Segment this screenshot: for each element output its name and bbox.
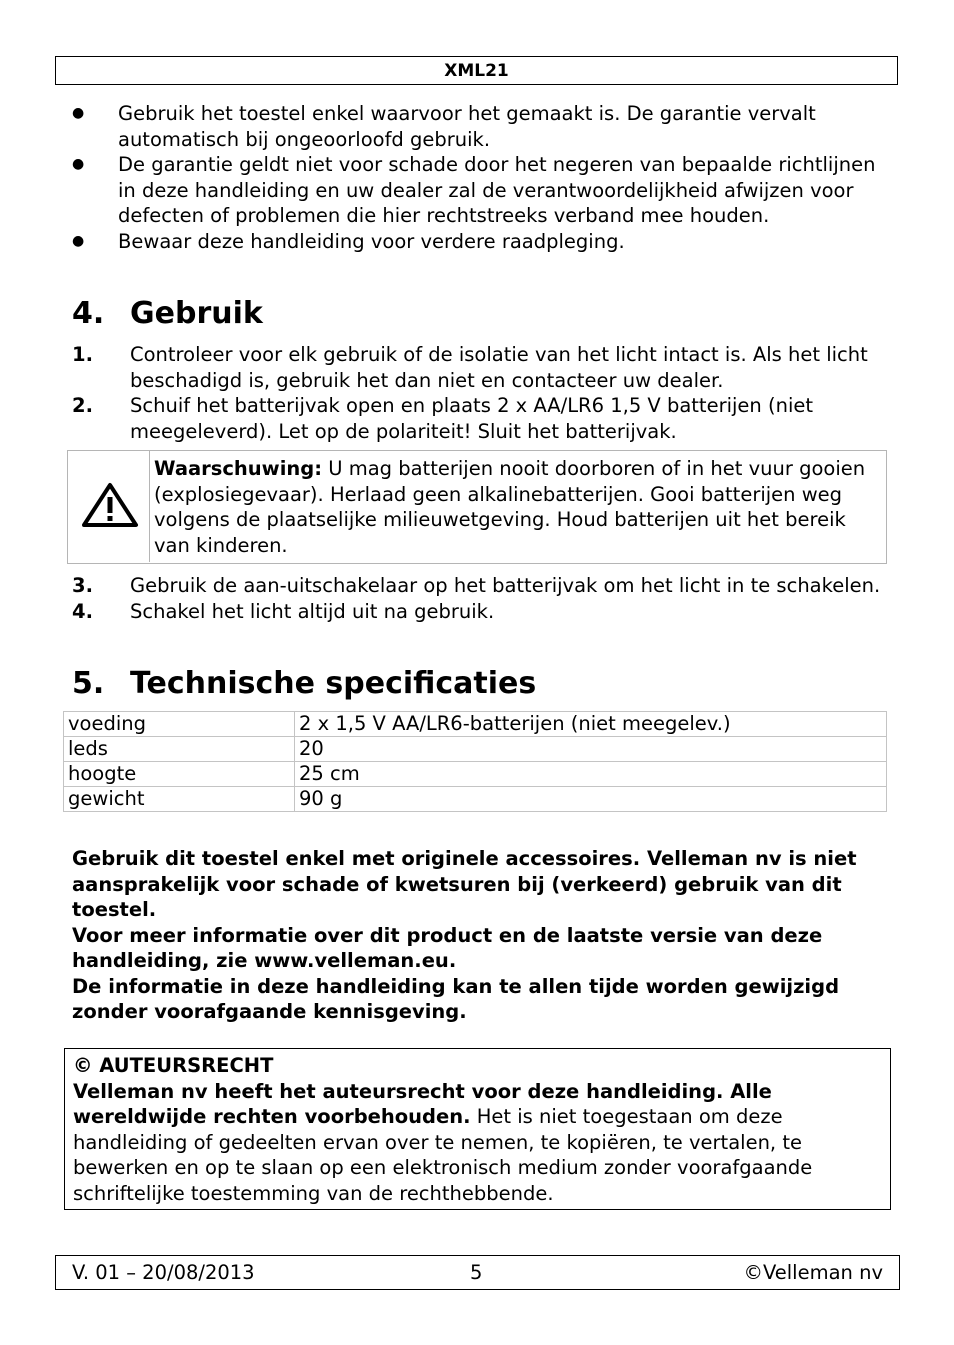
list-item: ● De garantie geldt niet voor schade door het negeren van bepaalde richtlijnen in deze handleiding en uw dealer zal de verantwoordelijkheid afwijzen voor defecten of problemen die hier rechtstreeks verband mee houden. (72, 153, 876, 227)
copyright-box (64, 1048, 891, 1210)
section-heading-gebruik (72, 296, 263, 332)
step-item (72, 342, 882, 393)
step-number: 2. (72, 394, 93, 417)
specs-table (63, 711, 887, 812)
copyright-bold-text: Velleman nv heeft het auteursrecht voor deze handleiding. Alle wereldwijde rechten voorbehouden. (73, 1079, 772, 1128)
page-header (55, 56, 898, 85)
section-title: Technische specificaties (130, 666, 537, 701)
version-date: V. 01 – 20/08/2013 (72, 1261, 255, 1284)
table-row (64, 787, 887, 812)
notice-paragraph: Gebruik dit toestel enkel met originele accessoires. Velleman nv is niet aansprakelijk voor schade of kwetsuren bij (verkeerd) gebruik van dit toestel. (72, 847, 857, 921)
step-item (72, 599, 882, 625)
warning-label: Waarschuwing: (154, 457, 323, 480)
warning-text (154, 456, 874, 558)
spec-value: 90 g (295, 787, 887, 812)
spec-value: 20 (295, 737, 887, 762)
step-text: Schakel het licht altijd uit na gebruik. (130, 599, 495, 623)
section-number: 4. (72, 296, 105, 331)
warning-icon-cell (68, 451, 150, 562)
step-number: 4. (72, 599, 93, 623)
bullet-icon: ● (72, 232, 85, 249)
notice-paragraph: De informatie in deze handleiding kan te allen tijde worden gewijzigd zonder voorafgaande kennisgeving. (72, 974, 840, 1023)
section-number: 5. (72, 666, 105, 701)
table-row (64, 737, 887, 762)
spec-key: gewicht (64, 787, 295, 812)
spec-value: 25 cm (295, 762, 887, 787)
model-name: XML21 (444, 61, 509, 81)
company-copyright: ©Velleman nv (743, 1261, 883, 1284)
bullet-icon: ● (72, 156, 85, 172)
notice-paragraph: Voor meer informatie over dit product en de laatste versie van deze handleiding, zie www.velleman.eu. (72, 923, 823, 972)
spec-key: voeding (64, 712, 295, 737)
warning-body: U mag batterijen nooit doorboren of in het vuur gooien (explosiegevaar). Herlaad geen alkalinebatterijen. Gooi batterijen weg volgens de plaatselijke milieuwetgeving. Houd batterijen uit het bereik van kinderen. (154, 457, 866, 557)
page-number: 5 (470, 1261, 483, 1284)
safety-bullet-list (72, 101, 882, 254)
step-text: Gebruik de aan-uitschakelaar op het batterijvak om het licht in te schakelen. (130, 574, 881, 597)
page-footer (55, 1255, 900, 1290)
step-item (72, 573, 882, 599)
usage-steps-list-continued (72, 573, 882, 624)
spec-key: hoogte (64, 762, 295, 787)
list-item: ● Gebruik het toestel enkel waarvoor het gemaakt is. De garantie vervalt automatisch bij ongeoorloofd gebruik. (72, 102, 816, 151)
step-text: Controleer voor elk gebruik of de isolatie van het licht intact is. Als het licht beschadigd is, gebruik het dan niet en contacteer uw dealer. (130, 343, 868, 392)
step-text: Schuif het batterijvak open en plaats 2 x AA/LR6 1,5 V batterijen (niet meegeleverd). Let op de polariteit! Sluit het batterijvak. (130, 394, 814, 443)
section-title: Gebruik (130, 296, 263, 331)
warning-box (67, 450, 887, 564)
step-item (72, 393, 882, 444)
copyright-heading: © AUTEURSRECHT (73, 1054, 274, 1077)
table-row (64, 762, 887, 787)
disclaimer-notice (72, 846, 882, 1025)
step-number: 3. (72, 574, 93, 597)
spec-key: leds (64, 737, 295, 762)
section-heading-specificaties (72, 666, 536, 702)
warning-triangle-icon (80, 481, 140, 529)
list-item: ● Bewaar deze handleiding voor verdere raadpleging. (72, 229, 625, 253)
bullet-icon: ● (72, 105, 85, 121)
copyright-text: Het is niet toegestaan om deze handleiding of gedeelten ervan over te nemen, te kopiëren, te vertalen, te bewerken en op te slaan op een elektronisch medium zonder voorafgaande schriftelijke toestemming van de rechthebbende. (73, 1105, 813, 1205)
usage-steps-list (72, 342, 882, 444)
spec-value: 2 x 1,5 V AA/LR6-batterijen (niet meegelev.) (295, 712, 887, 737)
step-number: 1. (72, 343, 93, 366)
table-row (64, 712, 887, 737)
